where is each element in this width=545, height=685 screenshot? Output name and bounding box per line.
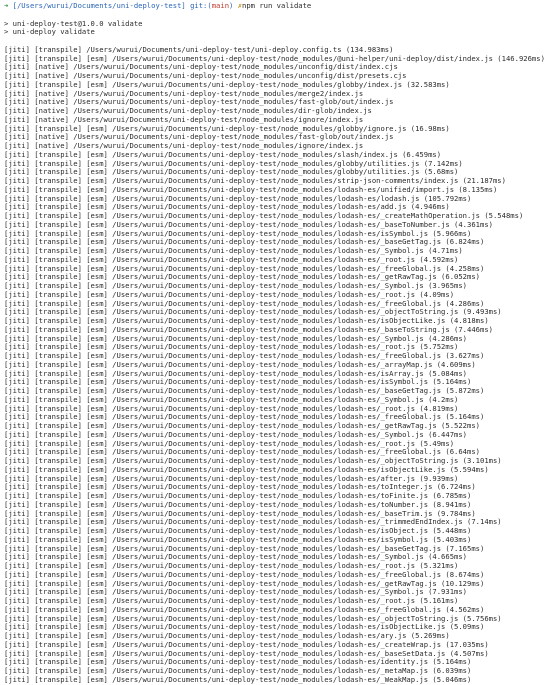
log-line: [jiti] [transpile] [esm] /Users/wurui/Documents/uni-deploy-test/node_modules/lodash-es/_Symbol.js (3.965ms): [4, 281, 468, 290]
log-line: [jiti] [transpile] [esm] /Users/wurui/Documents/uni-deploy-test/node_modules/lodash-es/_createWrap.js (17.035ms): [4, 639, 489, 649]
log-line: [jiti] [transpile] [esm] /Users/wurui/Documents/uni-deploy-test/node_modules/lodash-es/_freeGlobal.js (6.64ms): [4, 447, 480, 457]
log-line: [jiti] [transpile] [esm] /Users/wurui/Documents/uni-deploy-test/node_modules/lodash-es/isSymbol.js (5.164ms): [4, 377, 472, 387]
command-text: npm run validate: [242, 1, 312, 10]
dirty-icon: ✗: [237, 1, 243, 10]
log-line: [jiti] [transpile] [esm] /Users/wurui/Documents/uni-deploy-test/node_modules/lodash-es/_objectToString.js (3.101ms): [4, 456, 502, 465]
log-line: [jiti] [transpile] [esm] /Users/wurui/Documents/uni-deploy-test/node_modules/lodash-es/_freeGlobal.js (5.164ms): [4, 412, 485, 422]
log-line: [jiti] [transpile] [esm] /Users/wurui/Documents/uni-deploy-test/node_modules/globby/utilities.js (7.142ms): [4, 158, 463, 168]
current-directory: [/Users/wurui/Documents/uni-deploy-test]: [12, 1, 186, 10]
log-line: [jiti] [native] /Users/wurui/Documents/uni-deploy-test/node_modules/dir-glob/index.js: [4, 106, 372, 115]
log-line: [jiti] [transpile] /Users/wurui/Documents/uni-deploy-test/uni-deploy.config.ts (134.983ms): [4, 44, 394, 54]
log-line: [jiti] [transpile] [esm] /Users/wurui/Documents/uni-deploy-test/node_modules/lodash-es/isSymbol.js (5.403ms): [4, 534, 472, 544]
log-line: [jiti] [transpile] [esm] /Users/wurui/Documents/uni-deploy-test/node_modules/lodash-es/_freeGlobal.js (8.674ms): [4, 569, 485, 579]
log-line: [jiti] [transpile] [esm] /Users/wurui/Documents/uni-deploy-test/node_modules/lodash-es/isObjectLike.js (5.594ms): [4, 464, 489, 474]
log-line: [jiti] [transpile] [esm] /Users/wurui/Documents/uni-deploy-test/node_modules/lodash-es/_Symbol.js (6.447ms): [4, 429, 468, 439]
log-line: [jiti] [transpile] [esm] /Users/wurui/Documents/uni-deploy-test/node_modules/lodash-es/_freeGlobal.js (4.562ms): [4, 604, 485, 614]
log-output: [4, 44, 545, 685]
log-line: [jiti] [transpile] [esm] /Users/wurui/Documents/uni-deploy-test/node_modules/@uni-helper/uni-deploy/dist/index.js (146.926ms): [4, 53, 545, 63]
log-line: [jiti] [transpile] [esm] /Users/wurui/Documents/uni-deploy-test/node_modules/lodash-es/_baseSetData.js (4.507ms): [4, 648, 489, 658]
log-line: [jiti] [transpile] [esm] /Users/wurui/Documents/uni-deploy-test/node_modules/lodash-es/_Symbol.js (7.931ms): [4, 587, 468, 597]
log-line: [jiti] [transpile] [esm] /Users/wurui/Documents/uni-deploy-test/node_modules/lodash-es/_root.js (4.09ms): [4, 289, 455, 299]
log-line: [jiti] [transpile] [esm] /Users/wurui/Documents/uni-deploy-test/node_modules/lodash-es/after.js (9.939ms): [4, 473, 459, 483]
log-line: [jiti] [transpile] [esm] /Users/wurui/Documents/uni-deploy-test/node_modules/lodash-es/_objectToString.js (9.493ms): [4, 307, 502, 317]
log-line: [jiti] [transpile] [esm] /Users/wurui/Documents/uni-deploy-test/node_modules/lodash-es/_baseGetTag.js (7.165ms): [4, 543, 485, 553]
log-line: [jiti] [transpile] [esm] /Users/wurui/Documents/uni-deploy-test/node_modules/slash/index.js (6.459ms): [4, 149, 442, 159]
log-line: [jiti] [transpile] [esm] /Users/wurui/Documents/uni-deploy-test/node_modules/lodash-es/_Symbol.js (4.286ms): [4, 333, 468, 343]
log-line: [jiti] [native] /Users/wurui/Documents/uni-deploy-test/node_modules/unconfig/dist/index.cjs: [4, 62, 398, 72]
log-line: [jiti] [transpile] [esm] /Users/wurui/Documents/uni-deploy-test/node_modules/lodash-es/identity.js (5.164ms): [4, 657, 472, 667]
log-line: [jiti] [native] /Users/wurui/Documents/uni-deploy-test/node_modules/merge2/index.js: [4, 88, 364, 98]
log-line: [jiti] [transpile] [esm] /Users/wurui/Documents/uni-deploy-test/node_modules/lodash-es/_freeGlobal.js (4.286ms): [4, 298, 485, 308]
log-line: [jiti] [transpile] [esm] /Users/wurui/Documents/uni-deploy-test/node_modules/lodash-es/add.js (4.946ms): [4, 202, 450, 212]
log-line: [jiti] [transpile] [esm] /Users/wurui/Documents/uni-deploy-test/node_modules/lodash-es/_Symbol.js (4.2ms): [4, 394, 459, 404]
log-line: [jiti] [transpile] [esm] /Users/wurui/Documents/uni-deploy-test/node_modules/strip-json-comments/index.js (21.187ms): [4, 176, 506, 185]
script-header-line: > uni-deploy validate: [4, 27, 95, 37]
git-label-close: ): [229, 1, 234, 10]
log-line: [jiti] [transpile] [esm] /Users/wurui/Documents/uni-deploy-test/node_modules/lodash-es/_metaMap.js (6.039ms): [4, 666, 472, 675]
log-line: [jiti] [transpile] [esm] /Users/wurui/Documents/uni-deploy-test/node_modules/lodash-es/toNumber.js (8.941ms): [4, 499, 472, 509]
log-line: [jiti] [transpile] [esm] /Users/wurui/Documents/uni-deploy-test/node_modules/lodash-es/_baseGetTag.js (5.872ms): [4, 386, 485, 395]
log-line: [jiti] [transpile] [esm] /Users/wurui/Documents/uni-deploy-test/node_modules/lodash-es/toInteger.js (6.724ms): [4, 482, 476, 492]
log-line: [jiti] [transpile] [esm] /Users/wurui/Documents/uni-deploy-test/node_modules/lodash-es/lodash.js (105.792ms): [4, 193, 472, 203]
log-line: [jiti] [transpile] [esm] /Users/wurui/Documents/uni-deploy-test/node_modules/lodash-es/_freeGlobal.js (3.627ms): [4, 351, 485, 360]
log-line: [jiti] [transpile] [esm] /Users/wurui/Documents/uni-deploy-test/node_modules/lodash-es/_freeGlobal.js (4.258ms): [4, 263, 485, 273]
log-line: [jiti] [transpile] [esm] /Users/wurui/Documents/uni-deploy-test/node_modules/lodash-es/_createMathOperation.js (5.548ms): [4, 211, 524, 220]
log-line: [jiti] [transpile] [esm] /Users/wurui/Documents/uni-deploy-test/node_modules/lodash-es/_arrayMap.js (4.609ms): [4, 359, 476, 369]
log-line: [jiti] [transpile] [esm] /Users/wurui/Documents/uni-deploy-test/node_modules/lodash-es/isObjectLike.js (5.09ms): [4, 622, 485, 632]
log-line: [jiti] [transpile] [esm] /Users/wurui/Documents/uni-deploy-test/node_modules/lodash-es/_Symbol.js (4.665ms): [4, 552, 468, 562]
log-line: [jiti] [transpile] [esm] /Users/wurui/Documents/uni-deploy-test/node_modules/lodash-es/_baseTrim.js (9.784ms): [4, 508, 476, 518]
script-header-line: > uni-deploy-test@1.0.0 validate: [4, 18, 143, 28]
log-line: [jiti] [transpile] [esm] /Users/wurui/Documents/uni-deploy-test/node_modules/lodash-es/toFinite.js (6.785ms): [4, 491, 472, 500]
log-line: [jiti] [transpile] [esm] /Users/wurui/Documents/uni-deploy-test/node_modules/lodash-es/_baseToNumber.js (4.361ms): [4, 219, 493, 229]
log-line: [jiti] [transpile] [esm] /Users/wurui/Documents/uni-deploy-test/node_modules/lodash-es/isArray.js (5.084ms): [4, 368, 468, 378]
log-line: [jiti] [transpile] [esm] /Users/wurui/Documents/uni-deploy-test/node_modules/lodash-es/_baseGetTag.js (6.824ms): [4, 237, 485, 247]
log-line: [jiti] [transpile] [esm] /Users/wurui/Documents/uni-deploy-test/node_modules/lodash-es/_objectToString.js (5.756ms): [4, 613, 502, 623]
log-line: [jiti] [transpile] [esm] /Users/wurui/Documents/uni-deploy-test/node_modules/lodash-es/_getRawTag.js (5.522ms): [4, 421, 480, 430]
log-line: [jiti] [transpile] [esm] /Users/wurui/Documents/uni-deploy-test/node_modules/lodash-es/isObjectLike.js (4.818ms): [4, 316, 489, 325]
git-label: git:(: [190, 1, 212, 10]
log-line: [jiti] [transpile] [esm] /Users/wurui/Documents/uni-deploy-test/node_modules/lodash-es/_getRawTag.js (10.129ms): [4, 578, 485, 588]
log-line: [jiti] [transpile] [esm] /Users/wurui/Documents/uni-deploy-test/node_modules/lodash-es/ary.js (5.269ms): [4, 631, 450, 640]
log-line: [jiti] [transpile] [esm] /Users/wurui/Documents/uni-deploy-test/node_modules/globby/utilities.js (5.68ms): [4, 167, 459, 177]
git-branch: main: [211, 1, 230, 10]
log-line: [jiti] [transpile] [esm] /Users/wurui/Documents/uni-deploy-test/node_modules/lodash-es/_trimmedEndIndex.js (7.14ms): [4, 517, 502, 527]
log-line: [jiti] [transpile] [esm] /Users/wurui/Documents/uni-deploy-test/node_modules/lodash-es/_root.js (5.321ms): [4, 561, 459, 570]
log-line: [jiti] [transpile] [esm] /Users/wurui/Documents/uni-deploy-test/node_modules/lodash-es/isSymbol.js (5.966ms): [4, 228, 472, 238]
log-line: [jiti] [transpile] [esm] /Users/wurui/Documents/uni-deploy-test/node_modules/lodash-es/unified/import.js (8.135ms): [4, 184, 498, 194]
log-line: [jiti] [native] /Users/wurui/Documents/uni-deploy-test/node_modules/fast-glob/out/index.js: [4, 97, 394, 107]
log-line: [jiti] [transpile] [esm] /Users/wurui/Documents/uni-deploy-test/node_modules/lodash-es/_root.js (4.592ms): [4, 254, 459, 264]
log-line: [jiti] [transpile] [esm] /Users/wurui/Documents/uni-deploy-test/node_modules/lodash-es/_baseToString.js (7.446ms): [4, 324, 493, 334]
log-line: [jiti] [transpile] [esm] /Users/wurui/Documents/uni-deploy-test/node_modules/lodash-es/_root.js (5.752ms): [4, 342, 459, 352]
log-line: [jiti] [transpile] [esm] /Users/wurui/Documents/uni-deploy-test/node_modules/lodash-es/_getRawTag.js (6.052ms): [4, 272, 480, 282]
log-line: [jiti] [transpile] [esm] /Users/wurui/Documents/uni-deploy-test/node_modules/lodash-es/_root.js (5.161ms): [4, 596, 459, 605]
log-line: [jiti] [native] /Users/wurui/Documents/uni-deploy-test/node_modules/fast-glob/out/index.js: [4, 132, 394, 142]
prompt-line: [4, 2, 470, 11]
log-line: [jiti] [transpile] [esm] /Users/wurui/Documents/uni-deploy-test/node_modules/globby/ignore.js (16.98ms): [4, 123, 450, 133]
log-line: [jiti] [transpile] [esm] /Users/wurui/Documents/uni-deploy-test/node_modules/lodash-es/_root.js (5.49ms): [4, 438, 455, 448]
prompt-arrow-icon: ➜: [4, 1, 9, 10]
log-line: [jiti] [native] /Users/wurui/Documents/uni-deploy-test/node_modules/ignore/index.js: [4, 141, 364, 150]
log-line: [jiti] [transpile] [esm] /Users/wurui/Documents/uni-deploy-test/node_modules/lodash-es/_WeakMap.js (5.046ms): [4, 674, 472, 684]
log-line: [jiti] [native] /Users/wurui/Documents/uni-deploy-test/node_modules/unconfig/dist/presets.cjs: [4, 71, 407, 80]
log-line: [jiti] [transpile] [esm] /Users/wurui/Documents/uni-deploy-test/node_modules/lodash-es/isObject.js (5.448ms): [4, 526, 472, 535]
log-line: [jiti] [transpile] [esm] /Users/wurui/Documents/uni-deploy-test/node_modules/lodash-es/_root.js (4.819ms): [4, 403, 459, 413]
log-line: [jiti] [transpile] [esm] /Users/wurui/Documents/uni-deploy-test/node_modules/globby/index.js (32.583ms): [4, 79, 450, 89]
log-line: [jiti] [transpile] [esm] /Users/wurui/Documents/uni-deploy-test/node_modules/lodash-es/_Symbol.js (4.71ms): [4, 246, 463, 255]
log-line: [jiti] [native] /Users/wurui/Documents/uni-deploy-test/node_modules/ignore/index.js: [4, 114, 364, 124]
